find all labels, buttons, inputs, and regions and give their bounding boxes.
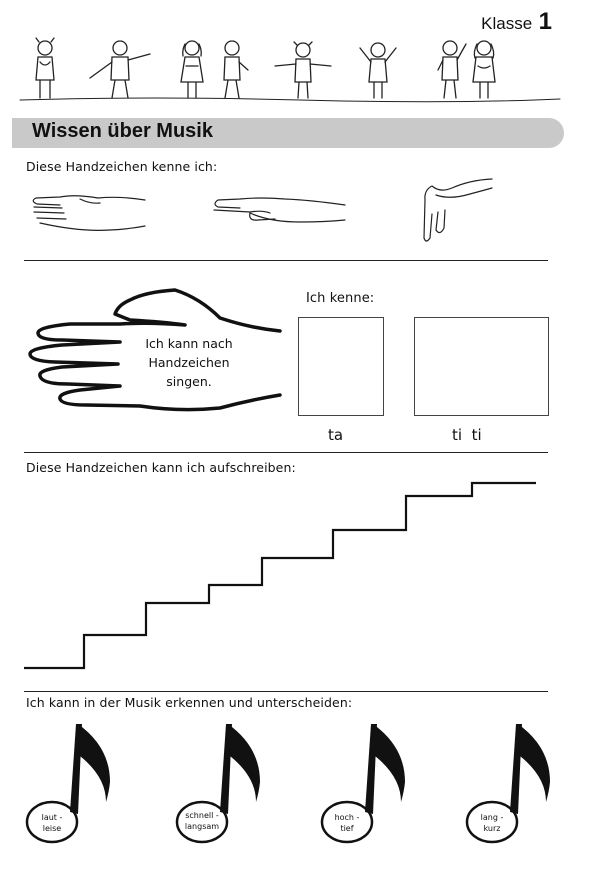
syllable-ta: ta xyxy=(328,426,344,444)
recognize-heading: Ich kann in der Musik erkennen und unterscheiden: xyxy=(26,695,353,710)
hand-text: Ich kann nach Handzeichen singen. xyxy=(145,336,233,389)
note-label-laut-leise: laut - leise xyxy=(41,813,63,833)
syllable-titi: ti ti xyxy=(452,426,482,444)
note-label-hoch-tief: hoch - tief xyxy=(334,813,360,833)
write-heading: Diese Handzeichen kann ich aufschreiben: xyxy=(26,460,296,475)
hand-signs-heading: Diese Handzeichen kenne ich: xyxy=(26,159,218,174)
grade-label: Klasse xyxy=(481,14,533,33)
note-label-schnell-langsam: schnell - langsam xyxy=(184,811,220,831)
know-heading: Ich kenne: xyxy=(306,291,375,306)
grade-number: 1 xyxy=(538,8,552,35)
note-label-lang-kurz: lang - kurz xyxy=(480,813,504,833)
page-title: Wissen über Musik xyxy=(32,120,213,142)
